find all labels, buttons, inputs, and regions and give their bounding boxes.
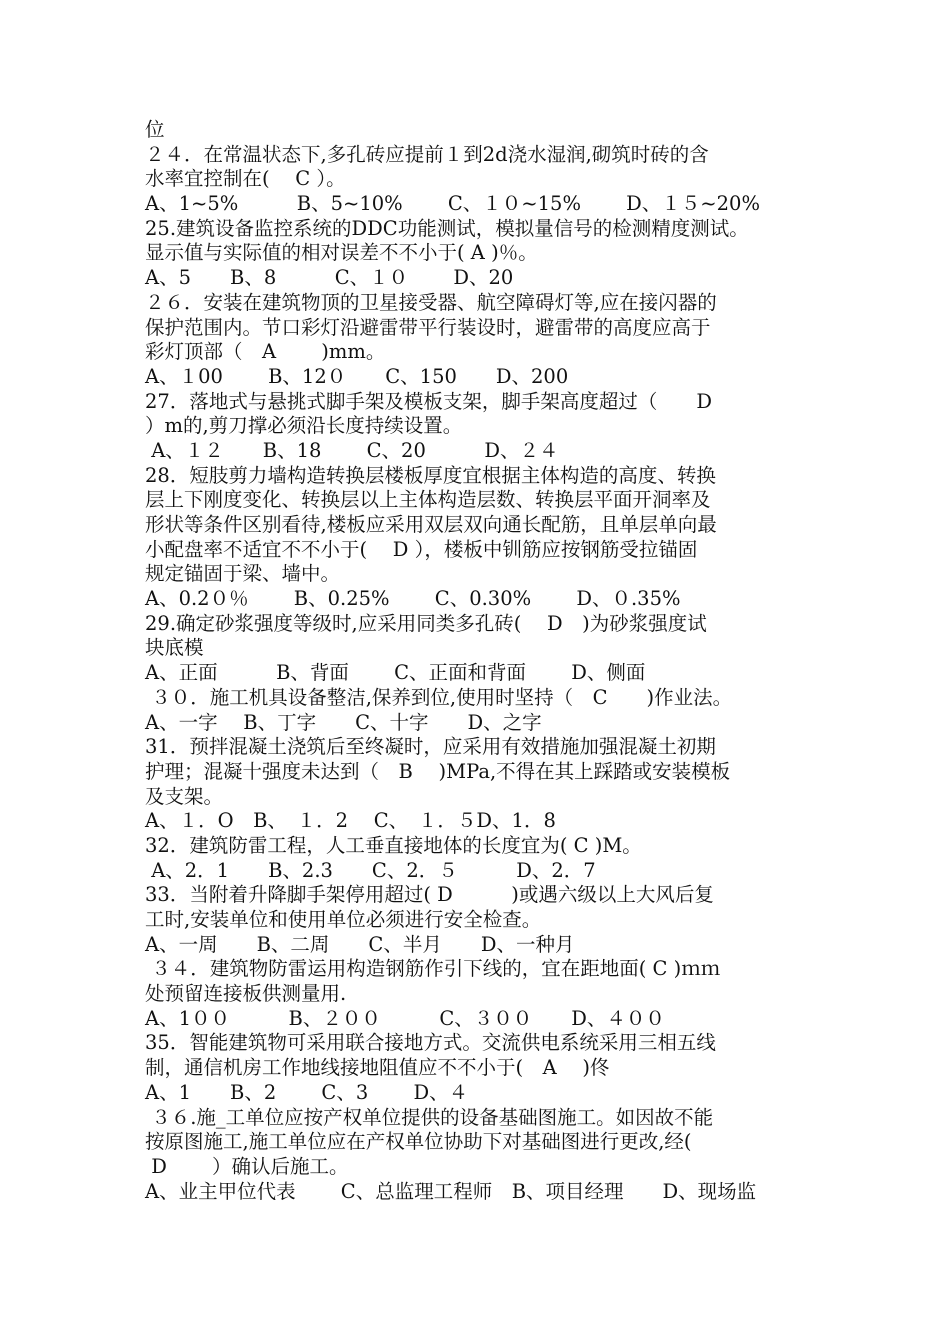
question-31-line-1: 31．预拌混凝土浇筑后至终凝时，应采用有效措施加强混凝土初期	[145, 735, 716, 759]
question-25-options: A、5 B、8 C、１０ D、20	[145, 266, 514, 290]
question-34-options: A、1００ B、２００ C、３００ D、４００	[145, 1006, 665, 1030]
question-28-line-3: 形状等条件区别看待,楼板应采用双层双向通长配筋，且单层单向最	[145, 513, 717, 536]
question-36-line-1: ３６.施_工单位应按产权单位提供的设备基础图施工。如因故不能	[145, 1105, 714, 1129]
question-24-line-2: 水率宜控制在( C ）。	[145, 167, 346, 191]
question-36-options: A、业主甲位代表 C、总监理工程师 B、项目经理 D、现场监	[145, 1179, 757, 1203]
question-25-line-2: 显示值与实际值的相对误差不不小于( A )％。	[145, 241, 538, 265]
text-line: 位	[145, 118, 165, 141]
question-28-line-1: 28．短肢剪力墙构造转换层楼板厚度宜根据主体构造的高度、转换	[145, 463, 716, 487]
question-33-options: A、一周 B、二周 C、半月 D、一种月	[145, 932, 575, 956]
question-26-line-2: 保护范围内。节口彩灯沿避雷带平行装设时，避雷带的高度应高于	[145, 315, 711, 339]
question-35-line-1: 35．智能建筑物可采用联合接地方式。交流供电系统采用三相五线	[145, 1031, 716, 1055]
question-36-line-3: D ）确认后施工。	[145, 1154, 349, 1178]
question-27-line-1: 27．落地式与悬挑式脚手架及模板支架，脚手架高度超过（ D	[145, 389, 712, 413]
question-31-options: A、１．O B、 １．2 C、 １．５D、1．8	[145, 809, 556, 833]
question-29-line-2: 块底模	[145, 636, 204, 660]
document-page	[145, 118, 815, 1204]
question-31-line-2: 护理；混凝十强度未达到（ B )MPa,不得在其上踩踏或安装模板	[145, 759, 731, 783]
question-31-line-3: 及支架。	[145, 784, 224, 808]
question-28-line-4: 小配盘率不适宜不不小于( D ），楼板中钏筋应按钢筋受拉锚固	[145, 537, 698, 561]
question-28-line-5: 规定锚固于梁、墙中。	[145, 562, 341, 586]
question-34-line-1: ３４．建筑物防雷运用构造钢筋作引下线的，宜在距地面( C )ｍｍ	[145, 957, 721, 981]
question-25-line-1: 25.建筑设备监控系统的DDC功能测试，模拟量信号的检测精度测试。	[145, 216, 749, 240]
question-32-options: A、2．1 B、2.3 C、2．５ D、2．7	[145, 858, 596, 882]
question-34-line-2: 处预留连接板供测量用.	[145, 982, 347, 1006]
question-26-options: A、１00 B、12０ C、150 D、200	[145, 364, 569, 388]
question-35-options: A、1 B、2 C、3 D、４	[145, 1080, 469, 1104]
question-35-line-2: 制，通信机房工作地线接地阻值应不不小于( A )佟	[145, 1056, 610, 1080]
question-29-line-1: 29.确定砂浆强度等级时,应采用同类多孔砖( D )为砂浆强度试	[145, 611, 707, 635]
question-32-line-1: 32．建筑防雷工程，人工垂直接地体的长度宜为( C )M。	[145, 833, 642, 857]
question-33-line-1: 33．当附着升降脚手架停用超过( D )或遇六级以上大风后复	[145, 883, 714, 907]
question-29-options: A、正面 B、背面 C、正面和背面 D、侧面	[145, 661, 646, 685]
question-33-line-2: 工时,安装单位和使用单位必须进行安全检查。	[145, 908, 542, 931]
question-36-line-2: 按原图施工,施工单位应在产权单位协助下对基础图进行更改,经(	[145, 1130, 692, 1154]
question-27-line-2: ）m的,剪刀撑必须沿长度持续设置。	[145, 414, 463, 438]
question-24-line-1: ２４．在常温状态下,多孔砖应提前１到2d浇水湿润,砌筑时砖的含	[145, 142, 709, 166]
question-30-line-1: ３０．施工机具设备整洁,保养到位,使用时坚持（ C )作业法。	[145, 685, 733, 709]
question-27-options: A、１２ B、18 C、20 D、２４	[145, 438, 559, 462]
question-26-line-1: ２６．安装在建筑物顶的卫星接受器、航空障碍灯等,应在接闪器的	[145, 290, 717, 314]
question-26-line-3: 彩灯顶部（ A )mm。	[145, 340, 386, 364]
question-30-options: A、一字 B、丁字 C、十字 D、之字	[145, 710, 542, 734]
question-28-line-2: 层上下刚度变化、转换层以上主体构造层数、转换层平面开洞率及	[145, 488, 711, 512]
question-24-options: A、1~5% B、5~10% C、１０~15% D、１５~20%	[145, 192, 760, 216]
question-28-options: A、0.2０％ B、0.25% C、0.30% D、０.35%	[145, 587, 681, 611]
